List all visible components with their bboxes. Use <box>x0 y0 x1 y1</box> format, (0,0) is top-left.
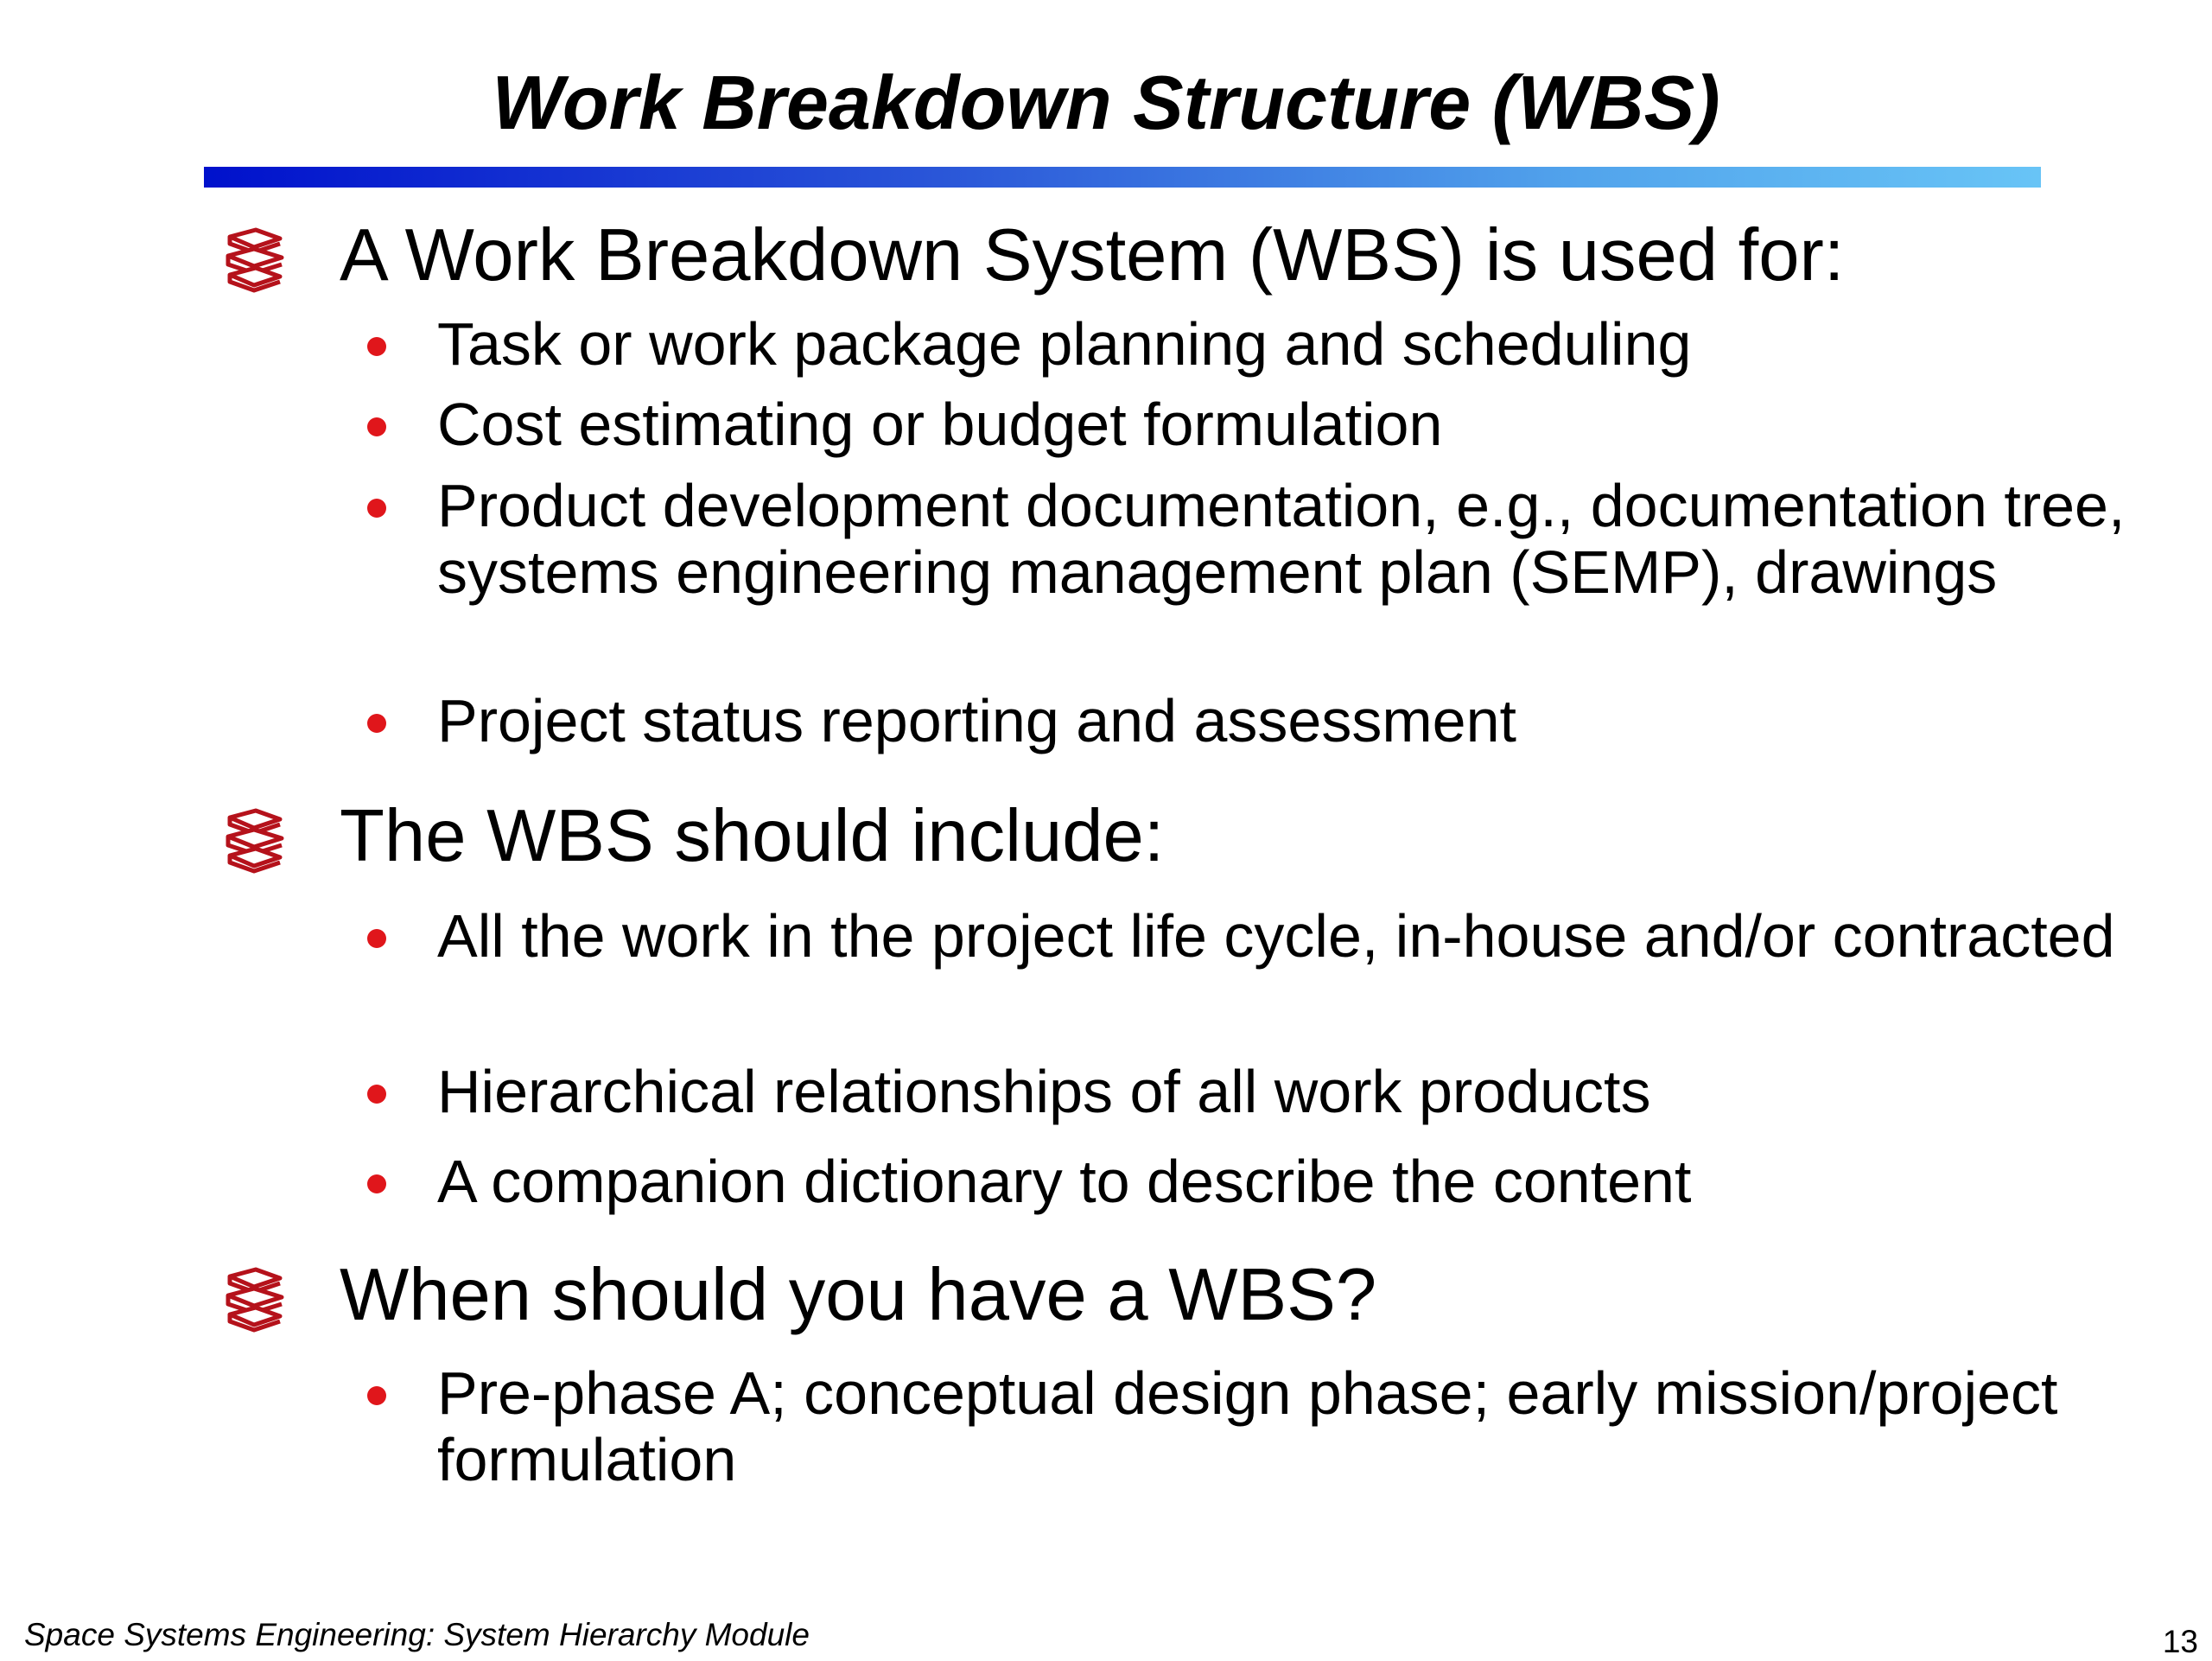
list-item-text: A companion dictionary to describe the content <box>437 1148 1692 1215</box>
bullet-dot <box>367 1174 386 1193</box>
bullet-dot <box>367 1085 386 1104</box>
section-heading-3 <box>0 1252 2212 1339</box>
book-stack-icon <box>223 1264 287 1333</box>
bullet-dot <box>367 337 386 356</box>
title-gradient-bar <box>204 167 2041 188</box>
slide-title: Work Breakdown Structure (WBS) <box>492 60 1720 145</box>
list-item-text: Project status reporting and assessment <box>437 687 1516 754</box>
list-item-text: Task or work package planning and scheduling <box>437 310 1692 378</box>
bullet-dot <box>367 1386 386 1405</box>
list-item-text: All the work in the project life cycle, in-house and/or contracted <box>437 902 2115 970</box>
section-heading-text: A Work Breakdown System (WBS) is used for: <box>340 214 1845 296</box>
bullet-dot <box>367 929 386 948</box>
list-item-text: Hierarchical relationships of all work products <box>437 1058 1651 1125</box>
footer-course-title: Space Systems Engineering: System Hierarchy Module <box>24 1617 810 1652</box>
section-heading-1 <box>0 213 2212 299</box>
section-heading-text: When should you have a WBS? <box>340 1254 1377 1336</box>
page-number: 13 <box>2162 1624 2198 1659</box>
list-item-text: Pre-phase A; conceptual design phase; early mission/project formulation <box>437 1359 2058 1493</box>
list-item-text: Cost estimating or budget formulation <box>437 391 1443 458</box>
list-item-text: Product development documentation, e.g., documentation tree, systems engineering management plan (SEMP), drawings <box>437 472 2126 606</box>
bullet-dot <box>367 499 386 518</box>
book-stack-icon <box>223 225 287 294</box>
bullet-dot <box>367 714 386 733</box>
bullet-dot <box>367 417 386 436</box>
section-heading-text: The WBS should include: <box>340 795 1165 877</box>
section-heading-2 <box>0 793 2212 880</box>
book-stack-icon <box>223 805 287 875</box>
